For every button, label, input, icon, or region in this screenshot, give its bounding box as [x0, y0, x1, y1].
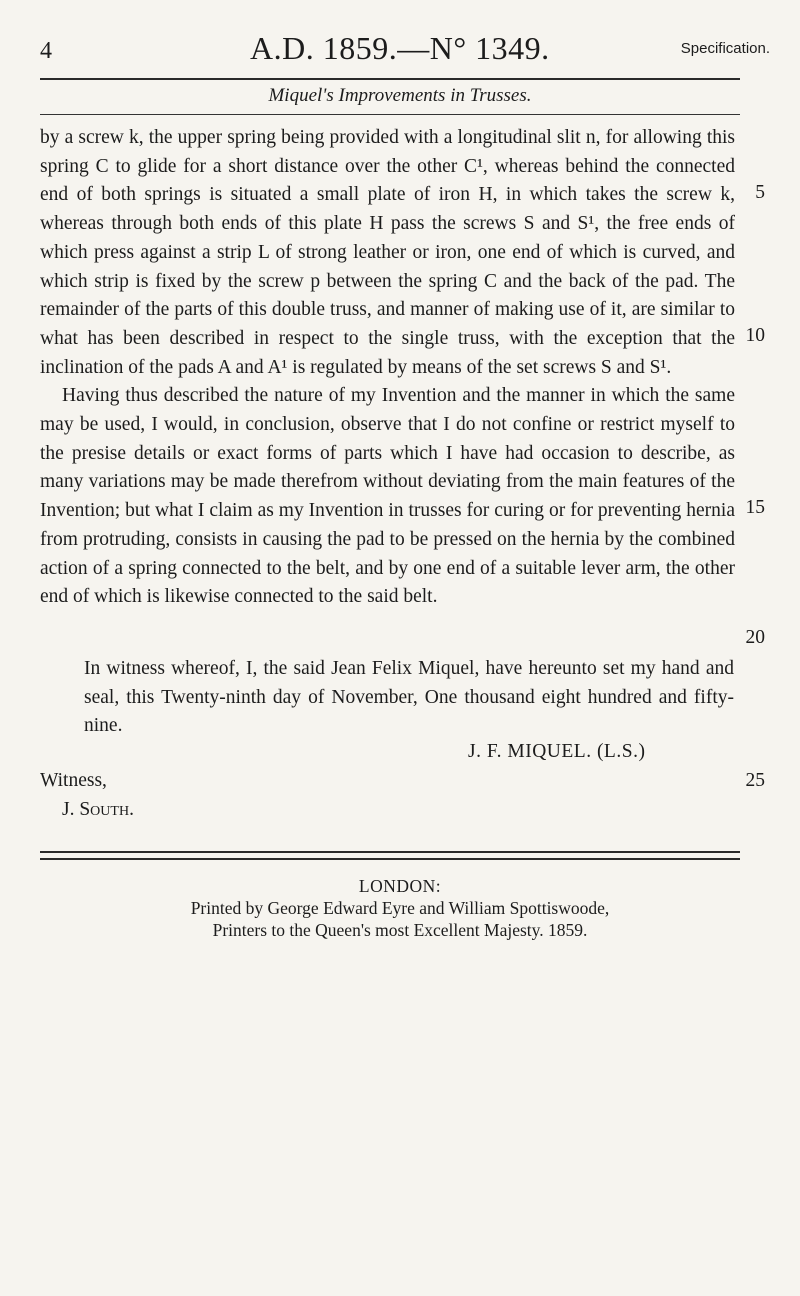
header-rule — [40, 78, 740, 80]
witness-name: J. South. — [62, 799, 134, 820]
line-number: 25 — [745, 770, 765, 791]
printer-imprint — [0, 875, 800, 941]
page-header — [40, 30, 770, 70]
line-number: 5 — [755, 182, 765, 203]
footer-rule — [40, 851, 740, 860]
running-title: Miquel's Improvements in Trusses. — [268, 85, 532, 106]
page-number: 4 — [40, 38, 52, 64]
section-label: Specification. — [680, 40, 770, 57]
imprint-printers: Printed by George Edward Eyre and William Spottiswoode, — [190, 898, 610, 918]
imprint-printers-title: Printers to the Queen's most Excellent Majesty. 1859. — [212, 920, 588, 940]
signature: J. F. MIQUEL. (L.S.) — [468, 741, 646, 762]
paragraph-claim: Having thus described the nature of my Invention and the manner in which the same may be used, I would, in conclusion, observe that I do not confine or restrict myself to the presise details or exact forms of parts which I have had occasion to describe, as many variations may be made therefrom without deviating from the main features of the Invention; but what I claim as my Invention in trusses for curing or for preventing hernia from protruding, consists in causing the pad to be pressed on the hernia by the combined action of a spring connected to the belt, and by one end of a suitable lever arm, the other end of which is likewise connected to the said belt. — [40, 385, 735, 608]
line-number: 15 — [745, 497, 765, 518]
line-number: 20 — [745, 627, 765, 648]
patent-title: A.D. 1859.—N° 1349. — [250, 30, 550, 66]
paragraph-continuation: by a screw k, the upper spring being provided with a longitudinal slit n, for allowing this spring C to glide for a short distance over the other C¹, whereas behind the connected end of both springs is situated a small plate of iron H, in which takes the screw k, whereas through both ends of this plate H pass the screws S and S¹, the free ends of which press against a strip L of strong leather or iron, one end of which is curved, and which strip is fixed by the screw p between the spring C and the back of the pad. The remainder of the parts of this double truss, and manner of making use of it, are similar to what has been described in respect to the single truss, with the exception that the inclination of the pads A and A¹ is regulated by means of the set screws S and S¹. — [40, 127, 735, 378]
line-number: 10 — [745, 325, 765, 346]
body-text — [40, 124, 735, 612]
imprint-city: LONDON: — [358, 876, 442, 896]
title-rule — [40, 114, 740, 115]
witness-label: Witness, — [40, 770, 107, 791]
paragraph-witness: In witness whereof, I, the said Jean Felix Miquel, have hereunto set my hand and seal, this Twenty-ninth day of November, One thousand eight hundred and fifty-nine. — [84, 658, 734, 737]
